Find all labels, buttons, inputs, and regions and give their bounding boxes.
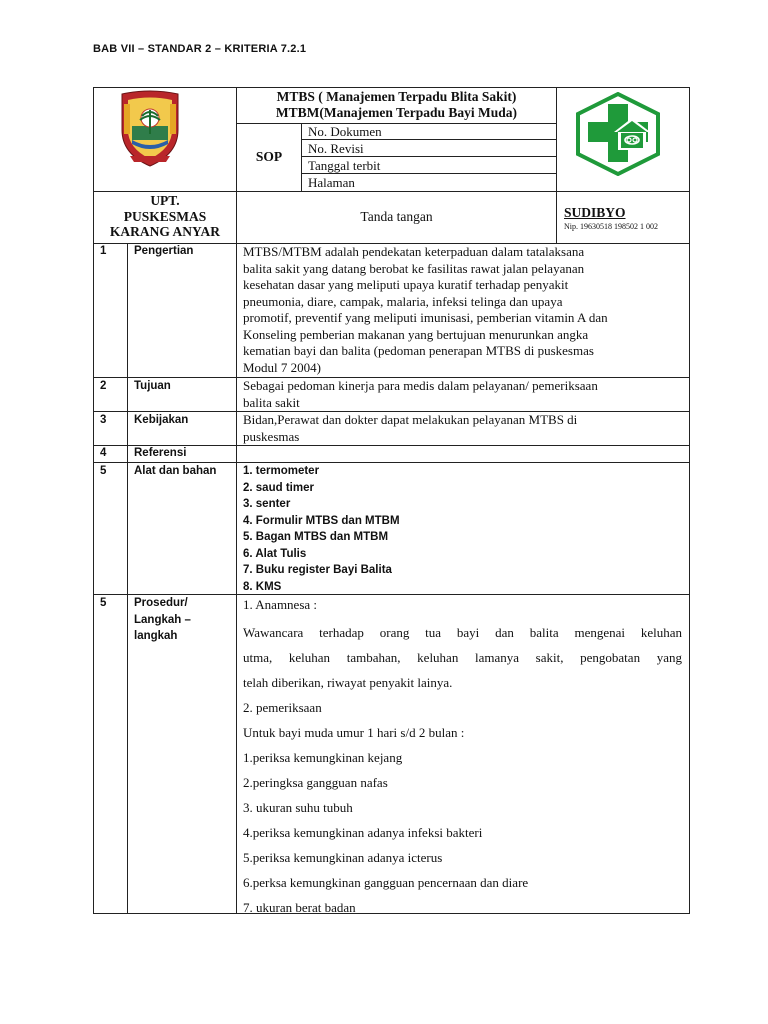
row-number: 3 (100, 414, 107, 426)
pengertian-text (243, 244, 608, 376)
text-line: Bidan,Perawat dan dokter dapat melakukan pelayanan MTBS di (243, 412, 578, 427)
list-item: 6. Alat Tulis (243, 547, 307, 560)
kebijakan-text (243, 412, 577, 445)
row-number: 2 (100, 380, 107, 392)
org-name (94, 193, 236, 240)
row-label-alat-bahan: Alat dan bahan (134, 465, 217, 477)
pemeriksaan-block (243, 695, 682, 920)
check-item: 7. ukuran berat badan (243, 900, 356, 915)
text-line: promotif, preventif yang meliputi imunisasi, pemberian vitamin A dan (243, 310, 608, 325)
label-line: langkah (134, 630, 178, 642)
text-line: balita sakit (243, 394, 300, 410)
doc-field-tanggal-terbit: Tanggal terbit (308, 158, 381, 173)
page-header: BAB VII – STANDAR 2 – KRITERIA 7.2.1 (93, 43, 307, 55)
regency-seal-logo (116, 90, 184, 173)
org-name-line3: KARANG ANYAR (109, 224, 221, 239)
check-item: 4.periksa kemungkinan adanya infeksi bakteri (243, 825, 483, 840)
pemeriksaan-intro: Untuk bayi muda umur 1 hari s/d 2 bulan : (243, 725, 465, 740)
text-line: Modul 7 2004) (243, 359, 321, 375)
sop-title-line2: MTBM(Manajemen Terpadu Bayi Muda) (275, 105, 518, 120)
prosedur-content (243, 596, 682, 920)
text-line: utma, keluhan tambahan, keluhan lamanya sakit, pengobatan yang (243, 650, 682, 665)
step-pemeriksaan: 2. pemeriksaan (243, 700, 322, 715)
text-line: puskesmas (243, 428, 300, 444)
text-line: telah diberikan, riwayat penyakit lainya. (243, 675, 453, 690)
list-item: 3. senter (243, 498, 291, 510)
text-line: balita sakit yang datang berobat ke fasilitas rawat jalan pelayanan (243, 260, 585, 276)
row-label-tujuan: Tujuan (134, 380, 171, 392)
list-item: 8. KMS (243, 580, 282, 593)
text-line: Sebagai pedoman kinerja para medis dalam pelayanan/ pemeriksaan (243, 378, 598, 393)
check-item: 5.periksa kemungkinan adanya icterus (243, 850, 443, 865)
check-item: 1.periksa kemungkinan kejang (243, 750, 403, 765)
text-line: kesehatan dasar yang meliputi upaya kuratif terhadap penyakit (243, 277, 569, 292)
text-line: MTBS/MTBM adalah pendekatan keterpaduan dalam tatalaksana (243, 244, 585, 259)
doc-field-no-dokumen: No. Dokumen (308, 124, 382, 139)
check-item: 2.peringksa gangguan nafas (243, 775, 388, 790)
sop-title-line1: MTBS ( Manajemen Terpadu Blita Sakit) (276, 89, 517, 104)
list-item: 2. saud timer (243, 481, 314, 494)
signature-label: Tanda tangan (360, 209, 433, 224)
row-number: 5 (100, 465, 107, 477)
doc-field-halaman: Halaman (308, 175, 355, 190)
signer-name: SUDIBYO (564, 205, 626, 220)
list-item: 1. termometer (243, 465, 320, 477)
sop-title (237, 89, 556, 121)
org-name-line1: UPT. (150, 193, 180, 208)
org-name-line2: PUSKESMAS (123, 208, 207, 224)
text-line: Wawancara terhadap orang tua bayi dan balita mengenai keluhan (243, 625, 682, 640)
check-item: 6.perksa kemungkinan gangguan pencernaan dan diare (243, 875, 529, 890)
anamnesa-paragraph (243, 620, 682, 695)
row-number: 4 (100, 447, 107, 459)
row-label-kebijakan: Kebijakan (134, 414, 189, 426)
doc-field-no-revisi: No. Revisi (308, 141, 364, 156)
list-item: 4. Formulir MTBS dan MTBM (243, 514, 400, 527)
row-label-referensi: Referensi (134, 447, 187, 459)
puskesmas-logo (574, 92, 662, 181)
row-number: 1 (100, 245, 107, 257)
label-line: Prosedur/ (134, 597, 188, 609)
alat-bahan-list (243, 463, 400, 595)
row-number: 5 (100, 597, 107, 609)
label-line: Langkah – (134, 613, 191, 626)
step-anamnesa: 1. Anamnesa : (243, 597, 318, 612)
text-line: kematian bayi dan balita (pedoman penerapan MTBS di puskesmas (243, 343, 594, 358)
sop-label: SOP (255, 149, 283, 164)
text-line: pneumonia, diare, campak, malaria, infeksi telinga dan upaya (243, 293, 563, 309)
text-line: Konseling pemberian makanan yang bertujuan menurunkan angka (243, 326, 589, 342)
row-label-pengertian: Pengertian (134, 245, 194, 257)
tujuan-text (243, 378, 598, 411)
list-item: 5. Bagan MTBS dan MTBM (243, 531, 389, 543)
row-label-prosedur (134, 595, 191, 645)
list-item: 7. Buku register Bayi Balita (243, 564, 392, 576)
check-item: 3. ukuran suhu tubuh (243, 800, 353, 815)
signer-nip: Nip. 19630518 198502 1 002 (564, 222, 658, 231)
